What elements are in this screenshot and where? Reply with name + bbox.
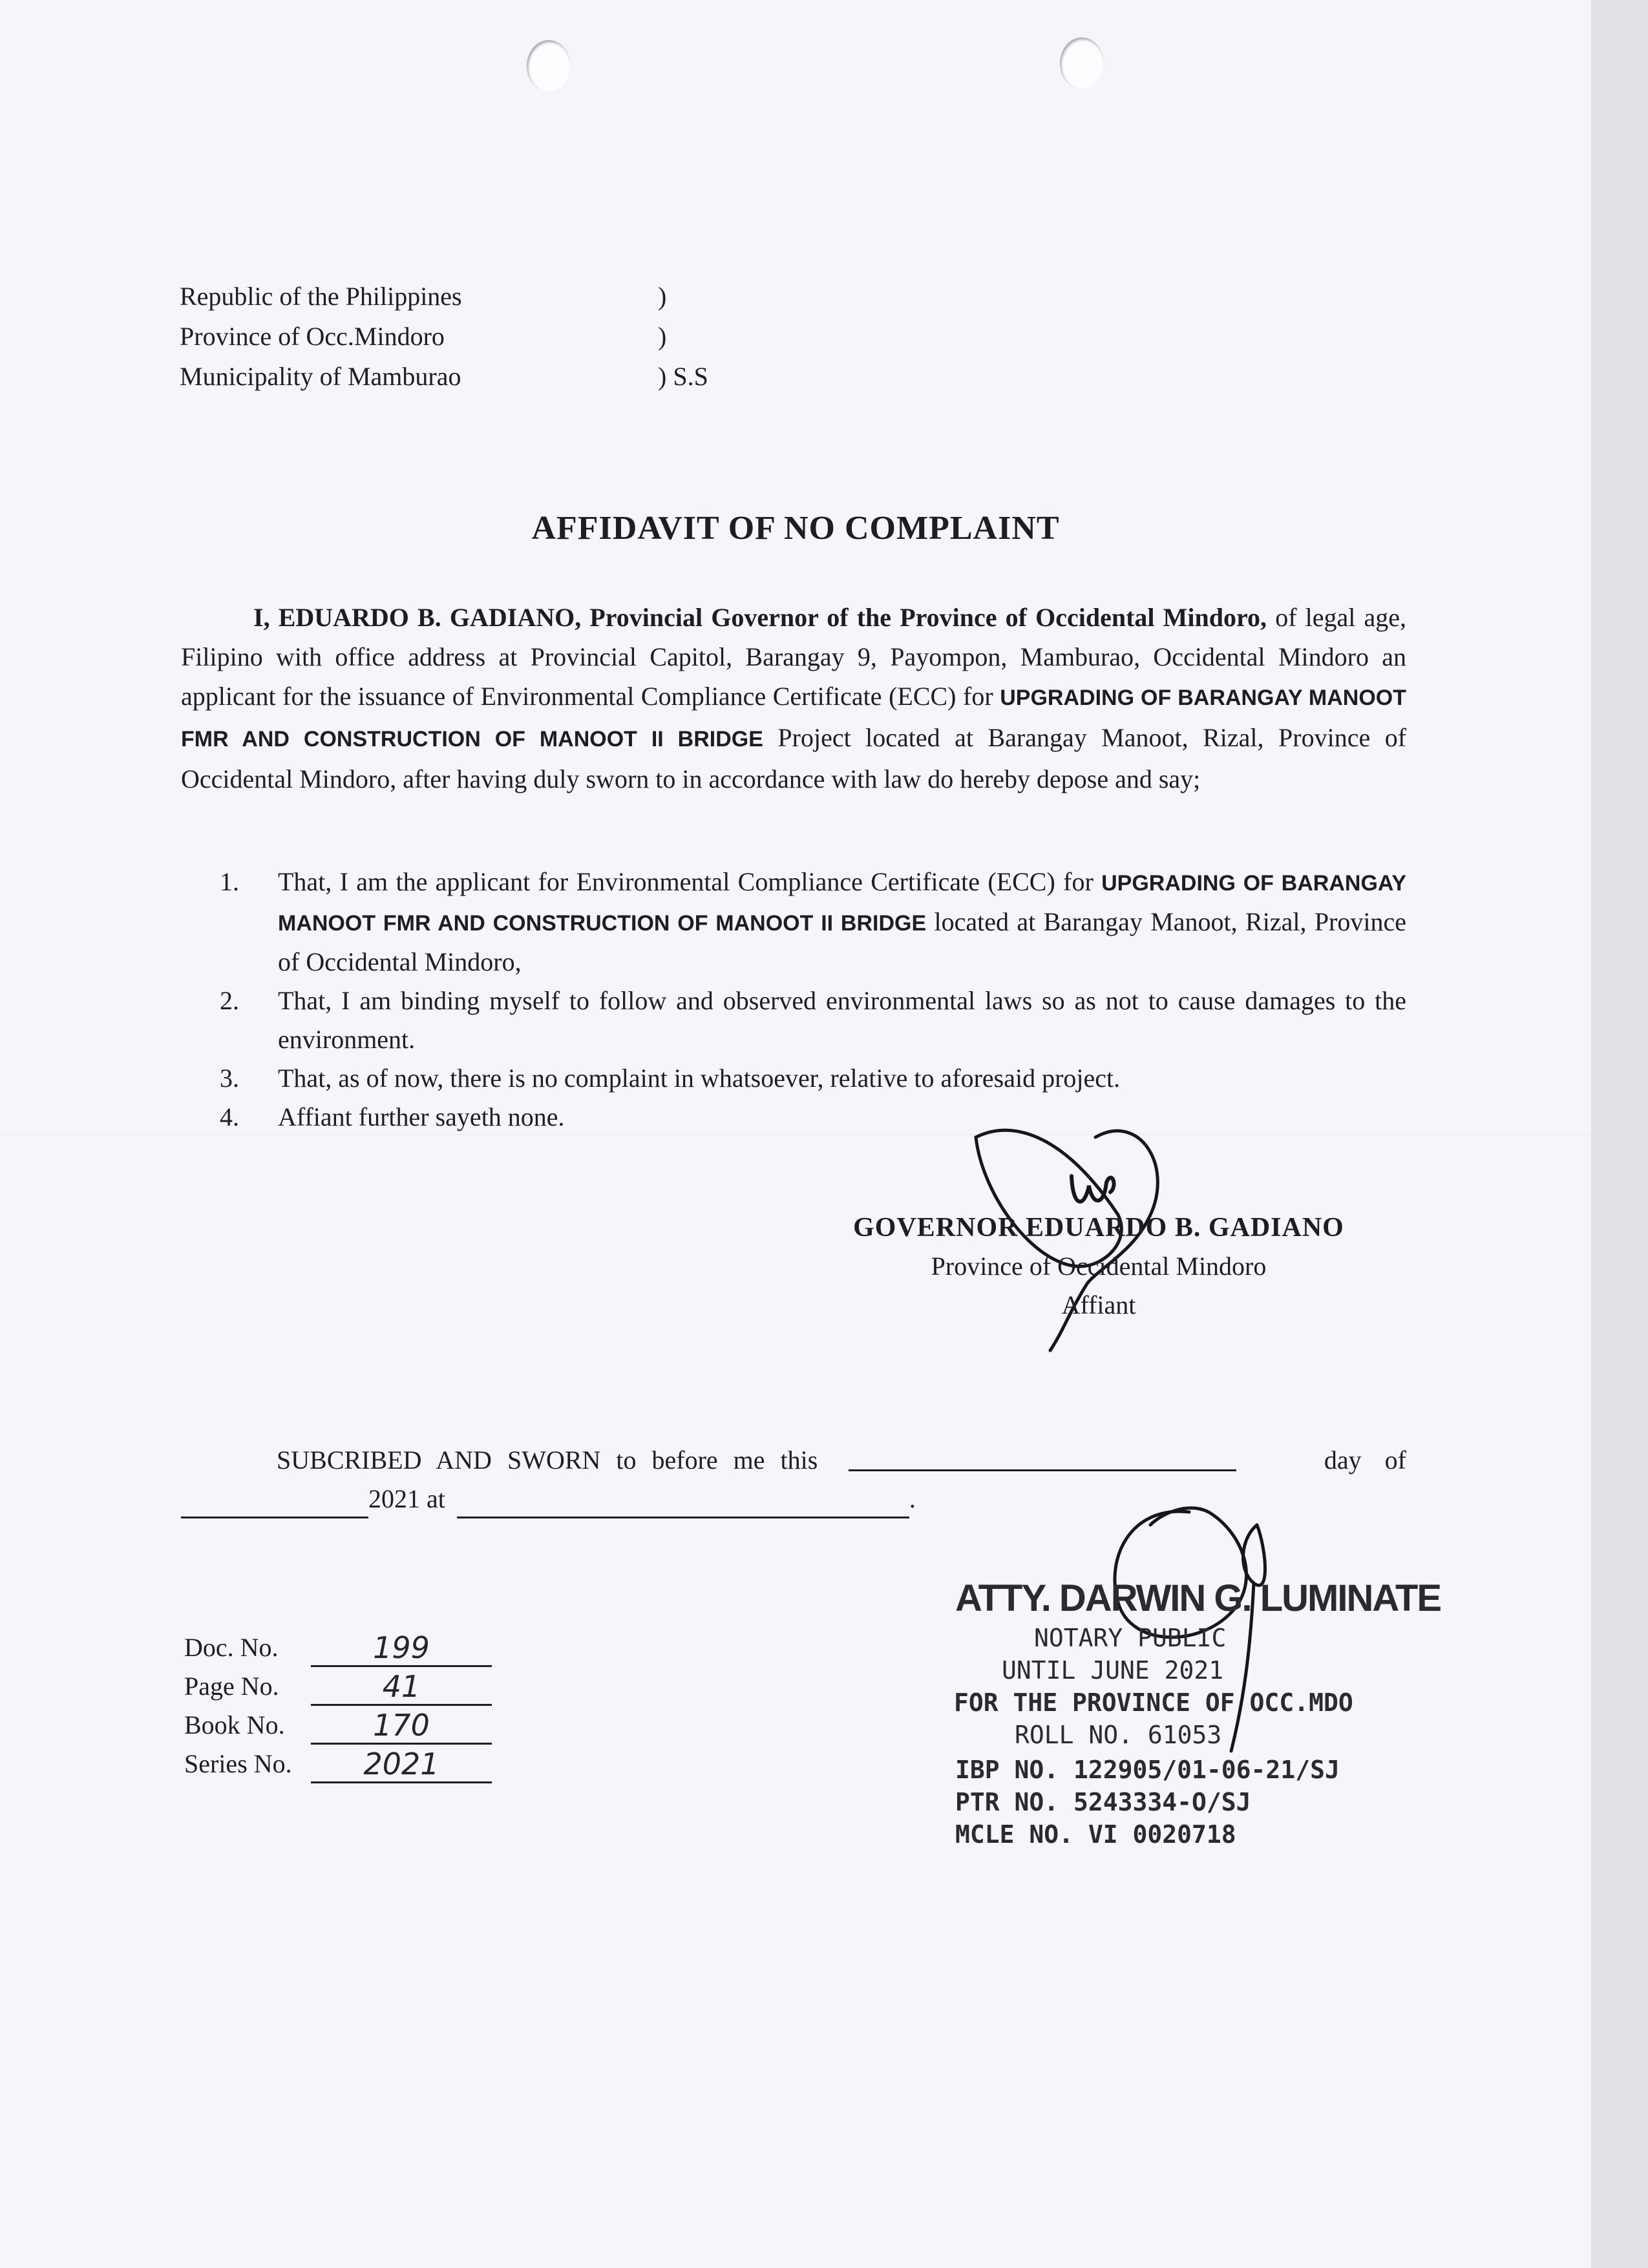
venue-bracket: ) S.S	[658, 362, 708, 391]
item-number: 2.	[220, 986, 239, 1015]
notary-name: ATTY. DARWIN G. LUMINATE	[955, 1577, 1441, 1619]
venue-text: Republic of the Philippines	[180, 282, 462, 311]
item-text: That, as of now, there is no complaint in whatsoever, relative to aforesaid project.	[278, 1064, 1121, 1093]
venue-text: Municipality of Mamburao	[180, 362, 461, 391]
item-number: 1.	[220, 867, 239, 896]
venue-block	[180, 277, 708, 397]
intro-text: of legal age, Filipino with office address at Provincial Capitol, Barangay 9, Payompon, Mamburao, Occidental Mindoro an applicant for the issuance of Environmental Compliance Certificate (ECC) for	[181, 603, 1407, 711]
statement-list	[220, 863, 1406, 1137]
venue-text: Province of Occ.Mindoro	[180, 322, 445, 351]
scanner-background	[1591, 0, 1648, 2268]
list-item	[220, 1098, 1406, 1137]
punch-hole-right	[1060, 37, 1104, 89]
register-row	[184, 1745, 492, 1783]
register-label: Doc. No.	[184, 1633, 279, 1662]
notary-jurisdiction: FOR THE PROVINCE OF OCC.MDO	[954, 1688, 1353, 1717]
notary-ptr: PTR NO. 5243334-O/SJ	[955, 1788, 1251, 1816]
register-value: 170	[311, 1708, 492, 1745]
item-number: 3.	[220, 1064, 239, 1093]
venue-line	[180, 357, 708, 397]
jurat-day-of: day of	[1324, 1445, 1406, 1475]
list-item	[220, 863, 1406, 982]
affiant-block	[776, 1208, 1422, 1325]
affiant-name: GOVERNOR EDUARDO B. GADIANO	[853, 1213, 1344, 1243]
document-title: AFFIDAVIT OF NO COMPLAINT	[531, 510, 1060, 547]
jurat-line-1	[181, 1441, 1406, 1480]
notary-mcle: MCLE NO. VI 0020718	[955, 1820, 1236, 1849]
jurat-year-at: 2021 at	[368, 1484, 445, 1513]
register-value: 2021	[311, 1747, 492, 1783]
notary-stamp	[950, 1577, 1441, 1849]
jurat-lead: SUBCRIBED AND SWORN to before me this	[277, 1445, 818, 1475]
day-blank	[849, 1441, 1236, 1471]
register-label: Book No.	[184, 1710, 285, 1739]
affiant-role: Affiant	[1061, 1290, 1136, 1319]
item-text: That, I am the applicant for Environmental Compliance Certificate (ECC) for UPGRADING OF BARANGAY MANOOT FMR AND CONSTRUCTION OF MANOOT II BRIDGE located at Barangay Manoot, Rizal, Province of Occidental Mindoro,	[278, 867, 1407, 976]
notary-until: UNTIL JUNE 2021	[1002, 1656, 1224, 1685]
item-text: That, I am binding myself to follow and observed environmental laws so as not to cause damages to the environment.	[278, 986, 1406, 1054]
register-label: Series No.	[184, 1749, 292, 1778]
register-value: 41	[311, 1669, 492, 1706]
register-row	[184, 1628, 492, 1667]
affiant-office: Province of Occidental Mindoro	[931, 1252, 1267, 1281]
notarial-register	[184, 1628, 492, 1783]
item-text: Affiant further sayeth none.	[278, 1102, 565, 1131]
item-number: 4.	[220, 1102, 239, 1131]
jurat-line-2: 2021 at .	[181, 1480, 1406, 1518]
punch-hole-left	[527, 40, 571, 92]
list-item	[220, 1059, 1406, 1098]
project-name: UPGRADING OF BARANGAY MANOOT FMR AND CONSTRUCTION OF MANOOT II BRIDGE	[181, 686, 1407, 751]
project-name: UPGRADING OF BARANGAY MANOOT FMR AND CONSTRUCTION OF MANOOT II BRIDGE	[278, 871, 1407, 936]
intro-paragraph	[181, 598, 1406, 799]
notary-title: NOTARY PUBLIC	[1034, 1624, 1227, 1652]
intro-bold-lead: I, EDUARDO B. GADIANO, Provincial Governor of the Province of Occidental Mindoro,	[253, 603, 1267, 632]
notary-ibp: IBP NO. 122905/01-06-21/SJ	[955, 1756, 1340, 1784]
place-blank	[457, 1488, 909, 1518]
register-label: Page No.	[184, 1672, 279, 1701]
list-item	[220, 982, 1406, 1059]
month-blank	[181, 1488, 368, 1518]
venue-line	[180, 277, 708, 317]
venue-bracket: )	[658, 322, 667, 351]
venue-bracket: )	[658, 282, 667, 311]
venue-line	[180, 317, 708, 357]
register-row	[184, 1706, 492, 1745]
register-row	[184, 1667, 492, 1706]
notary-roll: ROLL NO. 61053	[1015, 1721, 1222, 1749]
intro-text: Project located at Barangay Manoot, Rizal, Province of Occidental Mindoro, after having duly sworn to in accordance with law do hereby depose and say;	[181, 723, 1407, 793]
register-value: 199	[311, 1630, 492, 1667]
